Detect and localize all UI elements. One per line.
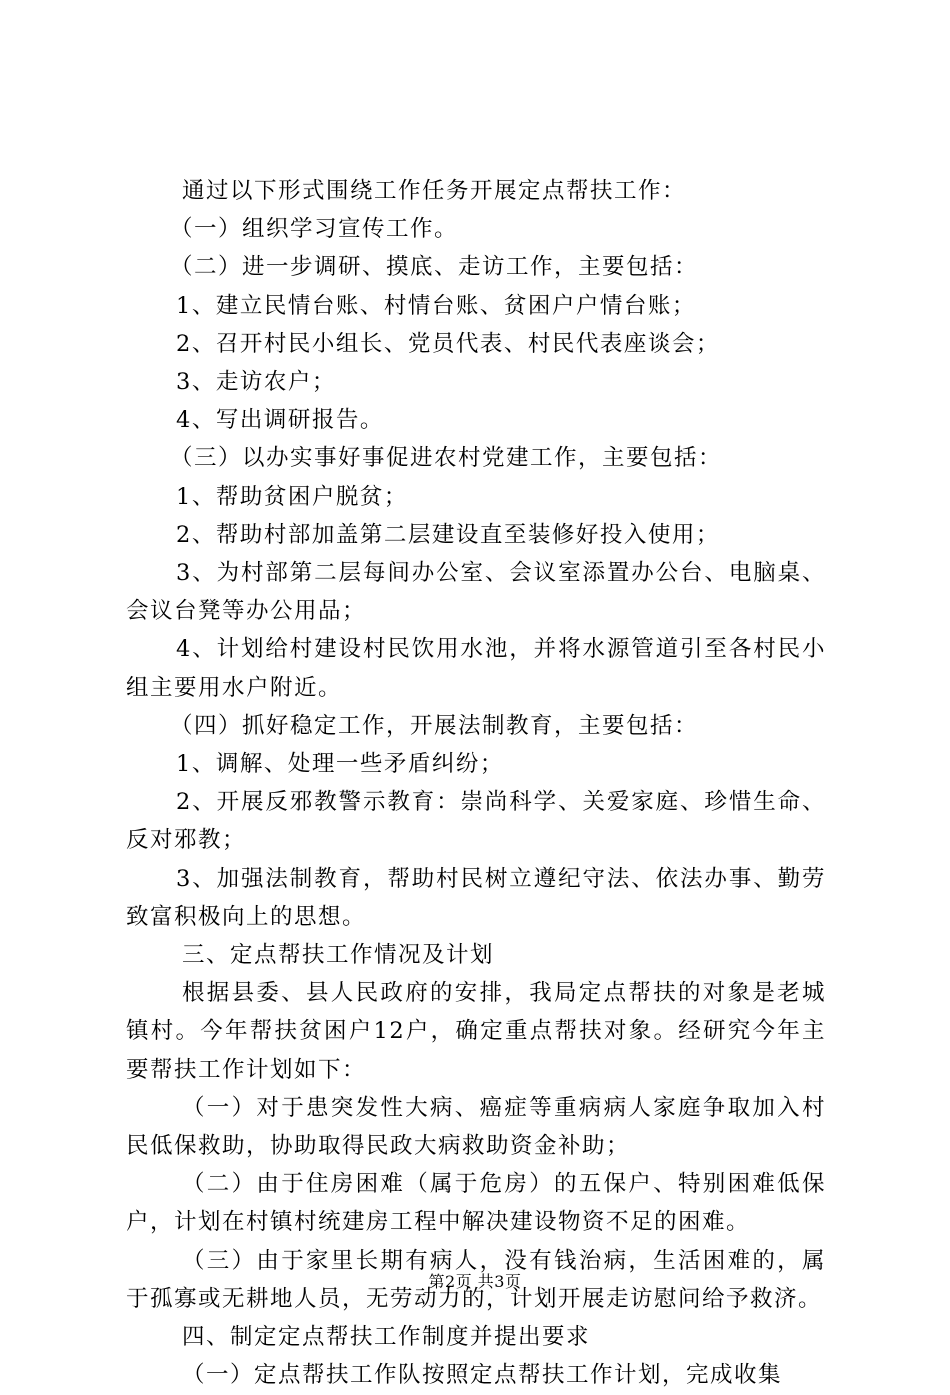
paragraph: 3、走访农户； — [176, 369, 336, 396]
page-footer: 第2页 共3页 — [428, 1272, 522, 1291]
paragraph: 通过以下形式围绕工作任务开展定点帮扶工作： — [182, 178, 687, 204]
paragraph: （二）由于住房困难（属于危房）的五保户、特别困难低保户，计划在村镇村统建房工程中解决建设物资不足的困难。 — [126, 1171, 826, 1236]
paragraph: （一）定点帮扶工作队按照定点帮扶工作计划，完成收集 — [182, 1362, 783, 1389]
paragraph: 4、计划给村建设村民饮用水池，并将水源管道引至各村民小组主要用水户附近。 — [126, 636, 826, 701]
paragraph: （四）抓好稳定工作，开展法制教育，主要包括： — [170, 712, 699, 739]
paragraph: 1、帮助贫困户脱贫； — [176, 483, 408, 510]
paragraph: 1、调解、处理一些矛盾纠纷； — [176, 751, 504, 778]
paragraph: （一）组织学习宣传工作。 — [170, 216, 459, 243]
section-heading: 四、制定定点帮扶工作制度并提出要求 — [182, 1324, 591, 1351]
section-heading: 三、定点帮扶工作情况及计划 — [182, 942, 495, 969]
paragraph: 4、写出调研报告。 — [176, 407, 384, 434]
paragraph: （一）对于患突发性大病、癌症等重病病人家庭争取加入村民低保救助，协助取得民政大病救助资金补助； — [126, 1094, 826, 1160]
paragraph: 2、帮助村部加盖第二层建设直至装修好投入使用； — [176, 521, 720, 548]
document-body — [126, 172, 826, 1395]
paragraph: 2、开展反邪教警示教育：崇尚科学、关爱家庭、珍惜生命、反对邪教； — [126, 789, 826, 854]
paragraph: （三）以办实事好事促进农村党建工作，主要包括： — [170, 445, 723, 472]
paragraph: （三）由于家里长期有病人，没有钱治病，生活困难的，属于孤寡或无耕地人员，无劳动力的，计划开展走访慰问给予救济。 — [126, 1247, 826, 1312]
paragraph: 3、为村部第二层每间办公室、会议室添置办公台、电脑桌、会议台凳等办公用品； — [126, 560, 826, 625]
paragraph: 3、加强法制教育，帮助村民树立遵纪守法、依法办事、勤劳致富积极向上的思想。 — [126, 865, 826, 930]
paragraph: 2、召开村民小组长、党员代表、村民代表座谈会； — [176, 330, 720, 357]
paragraph: 根据县委、县人民政府的安排，我局定点帮扶的对象是老城镇村。今年帮扶贫困户12户，确定重点帮扶对象。经研究今年主要帮扶工作计划如下： — [126, 980, 826, 1083]
paragraph: （二）进一步调研、摸底、走访工作，主要包括： — [170, 254, 699, 281]
paragraph: 1、建立民情台账、村情台账、贫困户户情台账； — [176, 292, 696, 319]
